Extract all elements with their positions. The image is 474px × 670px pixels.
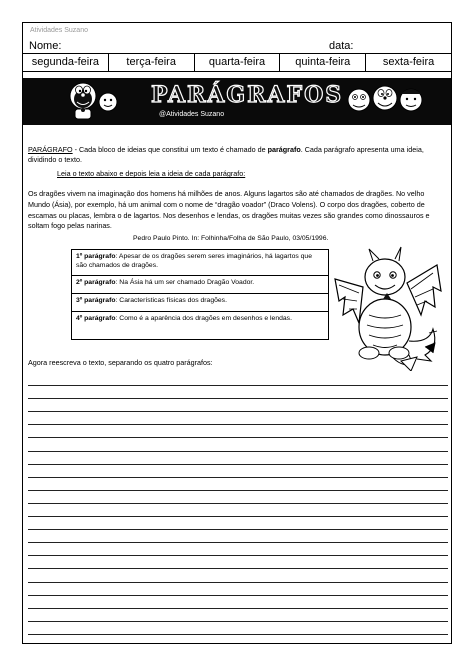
paragraph-ideas-table	[71, 249, 329, 340]
paragraph-idea: : Características físicas dos dragões.	[115, 297, 227, 304]
weekday-monday: segunda-feira	[31, 56, 100, 68]
paragraph-label: 1º parágrafo	[76, 253, 116, 260]
writing-line[interactable]	[28, 556, 448, 569]
writing-line[interactable]	[28, 491, 448, 504]
definition-term: PARÁGRAFO	[28, 145, 73, 154]
banner-subtitle: @Atividades Suzano	[159, 111, 225, 118]
weekday-friday: sexta-feira	[365, 54, 451, 71]
name-date-row	[23, 39, 451, 54]
rewrite-instruction: Agora reescreva o texto, separando os quatro parágrafos:	[28, 358, 213, 367]
definition-text-before: - Cada bloco de ideias que constitui um texto é chamado de	[72, 145, 268, 154]
writing-line[interactable]	[28, 569, 448, 582]
writing-line[interactable]	[28, 438, 448, 451]
writing-line[interactable]	[28, 452, 448, 465]
definition-bold-word: parágrafo	[267, 145, 301, 154]
writing-line[interactable]	[28, 478, 448, 491]
weekday-tuesday: terça-feira	[108, 54, 194, 71]
date-label: data:	[329, 40, 354, 52]
title-banner	[23, 78, 451, 125]
writing-line[interactable]	[28, 622, 448, 635]
story-text: Os dragões vivem na imaginação dos homens há milhões de anos. Alguns lagartos são até chamados de dragões. No velho Mundo (Ásia), por exemplo, há um animal com o nome de “dragão voador” (Draco Volens). O corpo dos dragões, coberto de escamas ou placas, lembra o de lagartos. Nos desenhos e lendas, os dragões muitas vezes são grandes como dinossauros e soltam fogo pelas narinas.	[28, 189, 430, 231]
paragraph-idea: : Apesar de os dragões serem seres imaginários, há lagartos que são chamados de dragões.	[76, 253, 312, 269]
reading-instruction: Leia o texto abaixo e depois leia a ideia de cada parágrafo:	[57, 169, 246, 178]
writing-line[interactable]	[28, 583, 448, 596]
dragon-icon	[329, 243, 447, 371]
paragraph-idea-row	[71, 294, 329, 312]
intro-definition	[28, 145, 442, 165]
writing-line[interactable]	[28, 596, 448, 609]
weekday-row	[23, 54, 451, 72]
writing-line[interactable]	[28, 373, 448, 386]
watermark: Atividades Suzano	[30, 27, 88, 34]
doraemon-group-icon	[345, 80, 429, 122]
paragraph-idea: : Como é a aparência dos dragões em desenhos e lendas.	[115, 315, 292, 322]
weekday-wednesday: quarta-feira	[194, 54, 280, 71]
worksheet-page	[22, 22, 452, 644]
writing-line[interactable]	[28, 530, 448, 543]
paragraph-idea-row	[71, 249, 329, 276]
paragraph-idea-row	[71, 312, 329, 340]
paragraph-label: 4º parágrafo	[76, 315, 116, 322]
banner-title: PARÁGRAFOS	[151, 82, 344, 108]
writing-line[interactable]	[28, 399, 448, 412]
writing-line[interactable]	[28, 517, 448, 530]
paragraph-label: 3º parágrafo	[76, 297, 116, 304]
weekday-thursday: quinta-feira	[279, 54, 365, 71]
doraemon-icon	[63, 80, 123, 122]
paragraph-idea: : Na Ásia há um ser chamado Dragão Voador.	[115, 279, 255, 286]
writing-line[interactable]	[28, 425, 448, 438]
writing-line[interactable]	[28, 465, 448, 478]
name-label: Nome:	[29, 40, 62, 52]
story-source: Pedro Paulo Pinto. In: Folhinha/Folha de São Paulo, 03/05/1996.	[133, 235, 329, 242]
paragraph-idea-row	[71, 276, 329, 294]
writing-lines[interactable]	[28, 373, 448, 635]
writing-line[interactable]	[28, 412, 448, 425]
paragraph-label: 2º parágrafo	[76, 279, 116, 286]
writing-line[interactable]	[28, 504, 448, 517]
writing-line[interactable]	[28, 609, 448, 622]
definition-text-after: . Cada parágrafo apresenta uma ideia, dividindo o texto.	[28, 145, 424, 164]
writing-line[interactable]	[28, 386, 448, 399]
writing-line[interactable]	[28, 543, 448, 556]
